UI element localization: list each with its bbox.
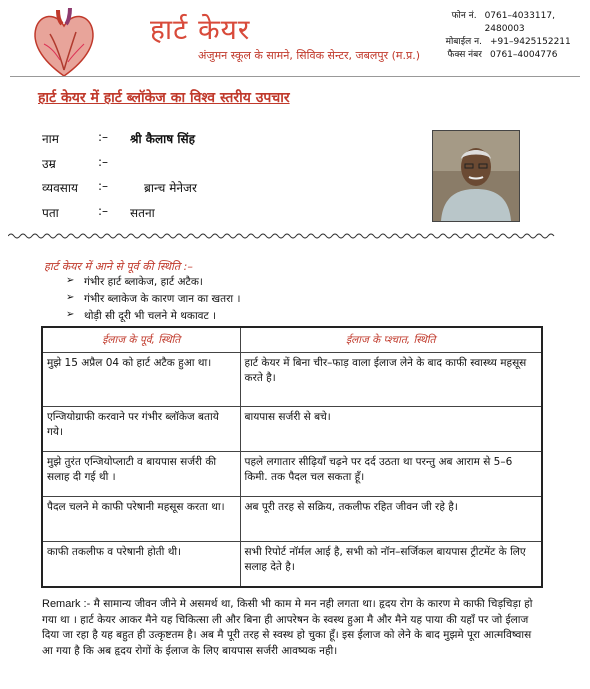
person-portrait-icon	[433, 131, 519, 221]
remark-text: मै सामान्य जीवन जीने मे असमर्थ था, किसी भी काम मे मन नही लगता था। हृदय रोग के कारण मे काफी चिड़चिड़ा हो गया था । हार्ट केयर आकर मैने यह चिकित्सा ली और बिना ही आपरेषन के स्वस्थ हुआ मै और मैने यह पाया की यहाँ पर जो ईलाज दिया जा रहा है यह बहुत ही उत्कृष्टतम है। अब मै पूरी तरह से स्वस्थ हो चुका हूँ। इस ईलाज को लेने के बाद मुझमे पूरा आत्मविष्वास आ गया है कि अब हृदय रोगों के ईलाज के लिए बायपास सर्जरी आवष्यक नही।	[42, 598, 533, 657]
brand-name: हार्ट केयर	[150, 13, 251, 46]
wavy-divider	[8, 232, 582, 240]
condition-title: हार्ट केयर में आने से पूर्व की स्थिति :–	[44, 260, 193, 273]
page-headline: हार्ट केयर में हार्ट ब्लॉकेज का विश्व स्तरीय उपचार	[38, 90, 290, 106]
table-cell: एन्जियोग्राफी करवाने पर गंभीर ब्लॉकेज बताये गये।	[42, 407, 240, 452]
header-divider	[10, 76, 580, 77]
table-row	[42, 353, 542, 407]
remark-section	[42, 597, 542, 659]
table-cell: बायपास सर्जरी से बचे।	[240, 407, 542, 452]
table-row	[42, 452, 542, 497]
column-header-after: ईलाज के प्श्चात, स्थिति	[240, 327, 542, 353]
contact-mobile: मोबाईल न. +91–9425152211	[445, 37, 571, 47]
patient-photo	[432, 130, 520, 222]
contact-block	[404, 10, 590, 62]
condition-item: ➢ गंभीर हार्ट ब्लाकेज, हार्ट अटैक।	[66, 275, 203, 288]
table-header-row	[42, 327, 542, 353]
table-cell: पैदल चलने मे काफी परेषानी महसूस करता था।	[42, 497, 240, 542]
remark-label: Remark :-	[42, 598, 91, 610]
address: अंजुमन स्कूल के सामने, सिविक सेन्टर, जबलपुर (म.प्र.)	[198, 49, 421, 62]
field-address: पता :– सतना	[42, 204, 155, 220]
column-header-before: ईलाज के पूर्व, स्थिति	[42, 327, 240, 353]
table-row	[42, 497, 542, 542]
table-row	[42, 542, 542, 588]
heart-logo-icon	[30, 4, 98, 80]
table-cell: मुझे 15 अप्रैल 04 को हार्ट अटैक हुआ था।	[42, 353, 240, 407]
field-occupation: व्यवसाय :– ब्रान्च मेनेजर	[42, 179, 197, 195]
condition-item: ➢ थोड़ी सी दूरी भी चलने मे थकावट ।	[66, 309, 217, 322]
condition-item: ➢ गंभीर ब्लाकेज के कारण जान का खतरा ।	[66, 292, 241, 305]
table-cell: पहले लगातार सीढ़ियाँ चढ़ने पर दर्द उठता था परन्तु अब आराम से 5–6 किमी. तक पैदल चल सकता हूँ।	[240, 452, 542, 497]
comparison-table	[41, 326, 543, 588]
table-cell: मुझे तुरंत एन्जियोप्लाटी व बायपास सर्जरी की सलाह दी गई थी ।	[42, 452, 240, 497]
table-cell: हार्ट केयर में बिना चीर–फाड़ वाला ईलाज लेने के बाद काफी स्वास्थ्य महसूस करते है।	[240, 353, 542, 407]
table-cell: सभी रिपोर्ट नॉर्मल आई है, सभी को नॉन–सर्जिकल बायपास ट्रीटमेंट के लिए सलाह देते है।	[240, 542, 542, 588]
table-row	[42, 407, 542, 452]
table-cell: अब पूरी तरह से सक्रिय, तकलीफ रहित जीवन जी रहे है।	[240, 497, 542, 542]
contact-phone: फोन नं. 0761–4033117, 2480003	[451, 11, 555, 34]
arrow-bullet-icon: ➢	[66, 275, 75, 286]
arrow-bullet-icon: ➢	[66, 309, 75, 320]
field-name: नाम :– श्री कैलाष सिंह	[42, 130, 195, 146]
arrow-bullet-icon: ➢	[66, 292, 75, 303]
contact-fax: फैक्स नंबर 0761–4004776	[447, 50, 558, 60]
field-age: उम्र :–	[42, 155, 109, 171]
table-cell: काफी तकलीफ व परेषानी होती थी।	[42, 542, 240, 588]
